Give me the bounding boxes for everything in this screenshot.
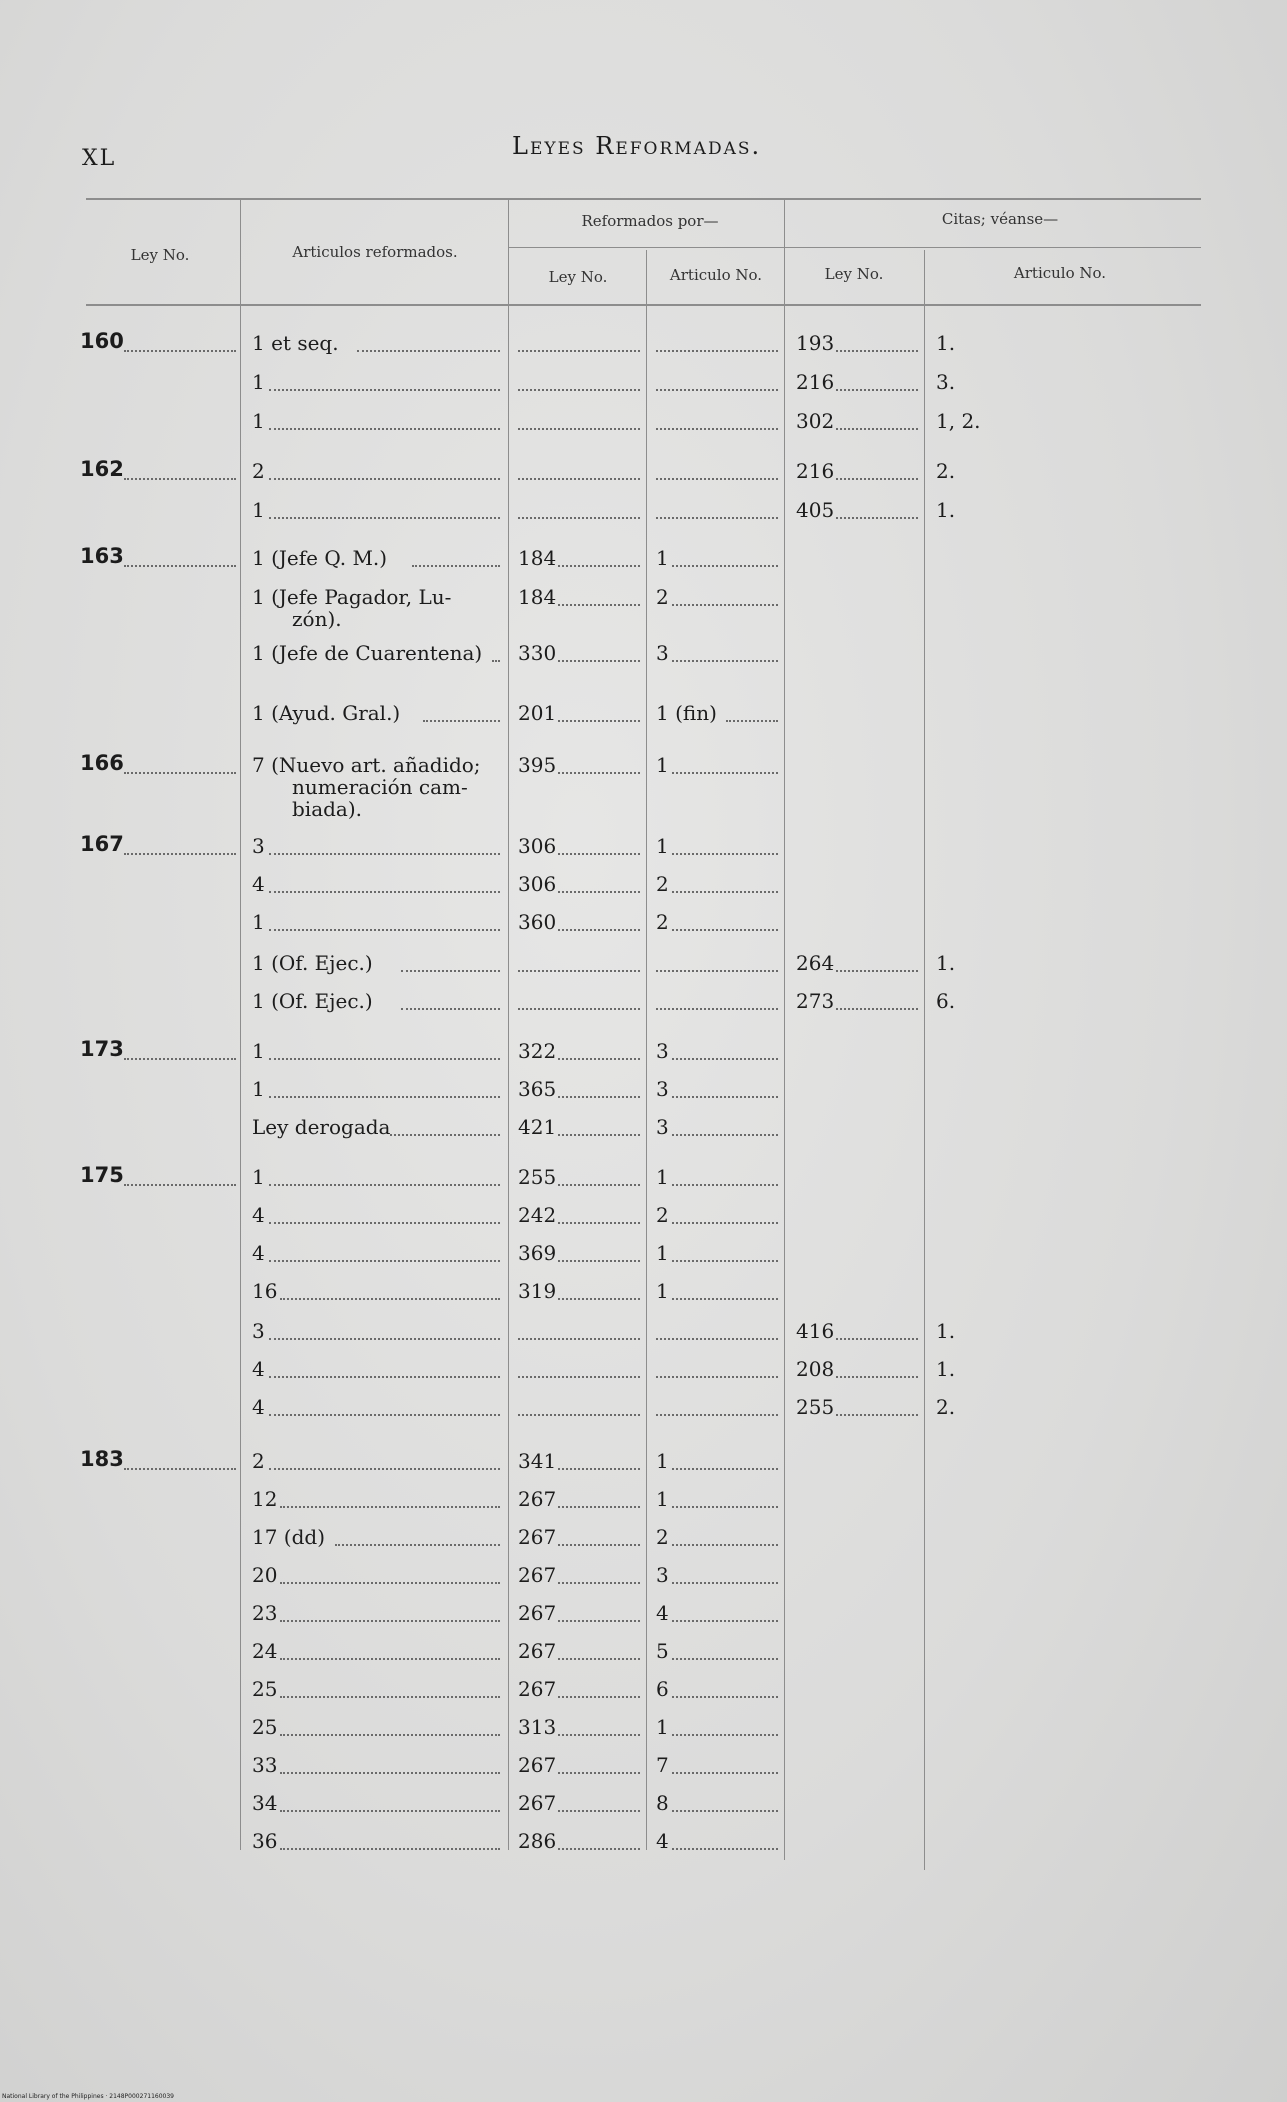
leader-dots [518,350,640,352]
articulo-reformado: 12 [252,1487,278,1511]
leader-dots [672,1184,778,1186]
leader-dots [412,565,500,567]
ref-ley-number: 267 [518,1525,557,1549]
leader-dots [269,1058,500,1060]
ref-articulo-number: 1 [656,1241,669,1265]
leader-dots [518,1414,640,1416]
ref-ley-number: 267 [518,1487,557,1511]
cita-ley-number: 416 [796,1319,835,1343]
ref-ley-number: 184 [518,585,557,609]
ref-articulo-number: 2 [656,1525,669,1549]
articulo-reformado: 4 [252,1203,265,1227]
ley-number: 183 [80,1447,124,1471]
leader-dots [518,389,640,391]
ley-number: 160 [80,329,124,353]
header-cit-articulo-no: Articulo No. [1013,264,1107,282]
leader-dots [269,891,500,893]
leader-dots [558,660,640,662]
articulo-reformado: 1 [252,409,265,433]
articulo-reformado: 1 (Of. Ejec.) [252,989,373,1013]
leader-dots [558,1134,640,1136]
leader-dots [836,350,918,352]
ref-articulo-number: 1 [656,546,669,570]
leader-dots [269,478,500,480]
header-ref-ley-no: Ley No. [548,268,608,286]
leader-dots [672,1468,778,1470]
articulo-reformado: 33 [252,1753,278,1777]
leader-dots [558,720,640,722]
ref-articulo-number: 2 [656,585,669,609]
leader-dots [518,1008,640,1010]
leader-dots [558,1582,640,1584]
header-reformados-por: Reformados por— [581,212,719,230]
ref-ley-number: 267 [518,1639,557,1663]
leader-dots [518,970,640,972]
leader-dots [672,1848,778,1850]
ref-articulo-number: 1 (fin) [656,701,717,725]
leader-dots [656,1376,778,1378]
ref-articulo-number: 5 [656,1639,669,1663]
col-rule-1 [240,200,241,1850]
ref-ley-number: 201 [518,701,557,725]
leader-dots [836,1376,918,1378]
leader-dots [558,1096,640,1098]
leader-dots [280,1506,500,1508]
leader-dots [836,1414,918,1416]
leader-dots [269,1468,500,1470]
articulo-reformado: 4 [252,1395,265,1419]
leader-dots [836,428,918,430]
cita-articulo-number: 1. [936,331,956,355]
articulo-reformado: 20 [252,1563,278,1587]
leader-dots [672,929,778,931]
articulo-reformado: 7 (Nuevo art. añadido; [252,753,481,777]
leader-dots [280,1772,500,1774]
ley-number: 173 [80,1037,124,1061]
ley-number: 163 [80,544,124,568]
leader-dots [558,1506,640,1508]
leader-dots [672,1506,778,1508]
leader-dots [656,1414,778,1416]
articulo-reformado: 36 [252,1829,278,1853]
cita-articulo-number: 2. [936,459,956,483]
leader-dots [280,1696,500,1698]
ref-ley-number: 330 [518,641,557,665]
articulo-reformado: Ley derogada [252,1115,391,1139]
articulo-reformado: 17 (dd) [252,1525,326,1549]
leader-dots [269,1184,500,1186]
ref-ley-number: 322 [518,1039,557,1063]
leader-dots [672,565,778,567]
articulo-reformado: numeración cam- [292,775,468,799]
cita-ley-number: 264 [796,951,835,975]
leader-dots [357,350,500,352]
ref-articulo-number: 7 [656,1753,669,1777]
ref-articulo-number: 3 [656,1039,669,1063]
ref-ley-number: 267 [518,1677,557,1701]
cita-articulo-number: 1, 2. [936,409,981,433]
footer-credit: National Library of the Philippines · 2148P000271160039 [2,2093,174,2100]
leader-dots [656,517,778,519]
ley-number: 166 [80,751,124,775]
leader-dots [124,1184,236,1186]
articulo-reformado: 3 [252,1319,265,1343]
cita-ley-number: 255 [796,1395,835,1419]
leader-dots [335,1544,500,1546]
leader-dots [836,1338,918,1340]
leader-dots [518,1376,640,1378]
header-ref-articulo-no: Articulo No. [669,266,763,284]
articulo-reformado: 2 [252,459,265,483]
articulo-reformado: 1 [252,1077,265,1101]
leader-dots [672,891,778,893]
articulo-reformado: 16 [252,1279,278,1303]
ref-ley-number: 395 [518,753,557,777]
leader-dots [280,1658,500,1660]
ley-number: 167 [80,832,124,856]
leader-dots [656,428,778,430]
leader-dots [672,1582,778,1584]
ref-ley-number: 421 [518,1115,557,1139]
leader-dots [269,428,500,430]
leader-dots [269,853,500,855]
leader-dots [558,1696,640,1698]
articulo-reformado: 1 (Of. Ejec.) [252,951,373,975]
leader-dots [672,1772,778,1774]
ref-ley-number: 286 [518,1829,557,1853]
ref-ley-number: 267 [518,1563,557,1587]
ley-number: 175 [80,1163,124,1187]
leader-dots [656,1008,778,1010]
articulo-reformado: 1 (Jefe Q. M.) [252,546,388,570]
ref-articulo-number: 1 [656,1715,669,1739]
leader-dots [269,1222,500,1224]
ref-articulo-number: 1 [656,753,669,777]
leader-dots [269,1096,500,1098]
leader-dots [558,1658,640,1660]
leader-dots [672,853,778,855]
ref-articulo-number: 1 [656,1487,669,1511]
articulo-reformado: 1 (Ayud. Gral.) [252,701,401,725]
leader-dots [558,853,640,855]
leader-dots [558,772,640,774]
leader-dots [672,1222,778,1224]
ref-ley-number: 341 [518,1449,557,1473]
leader-dots [672,1058,778,1060]
col-rule-5 [924,250,925,1870]
cita-articulo-number: 1. [936,1319,956,1343]
leader-dots [401,970,500,972]
ref-ley-number: 267 [518,1791,557,1815]
ref-articulo-number: 8 [656,1791,669,1815]
ref-articulo-number: 3 [656,641,669,665]
cita-ley-number: 208 [796,1357,835,1381]
leader-dots [518,1338,640,1340]
header-bottom-rule [86,304,1201,306]
leader-dots [124,853,236,855]
leader-dots [726,720,778,722]
leader-dots [558,1298,640,1300]
leader-dots [124,1058,236,1060]
leader-dots [124,565,236,567]
leader-dots [836,478,918,480]
ref-ley-number: 267 [518,1601,557,1625]
ref-ley-number: 319 [518,1279,557,1303]
articulo-reformado: 1 [252,910,265,934]
leader-dots [558,604,640,606]
group-header-rule [508,247,1201,248]
ref-ley-number: 313 [518,1715,557,1739]
cita-articulo-number: 1. [936,951,956,975]
header-ley-no: Ley No. [130,246,190,264]
articulo-reformado: 4 [252,1357,265,1381]
leader-dots [269,517,500,519]
articulo-reformado: zón). [292,607,342,631]
leader-dots [269,1414,500,1416]
leader-dots [558,1734,640,1736]
ref-articulo-number: 3 [656,1077,669,1101]
cita-ley-number: 193 [796,331,835,355]
leader-dots [269,929,500,931]
leader-dots [390,1134,500,1136]
leader-dots [558,1468,640,1470]
leader-dots [558,1772,640,1774]
leader-dots [656,389,778,391]
leader-dots [558,1058,640,1060]
ref-articulo-number: 3 [656,1115,669,1139]
leader-dots [518,478,640,480]
page-number: XL [82,146,117,171]
cita-articulo-number: 6. [936,989,956,1013]
cita-ley-number: 216 [796,459,835,483]
articulo-reformado: 4 [252,1241,265,1265]
leader-dots [672,1298,778,1300]
ref-articulo-number: 4 [656,1829,669,1853]
leader-dots [672,1544,778,1546]
leader-dots [280,1582,500,1584]
leader-dots [656,970,778,972]
articulo-reformado: biada). [292,797,363,821]
ref-articulo-number: 1 [656,1279,669,1303]
leader-dots [672,1734,778,1736]
leader-dots [672,1260,778,1262]
leader-dots [401,1008,500,1010]
articulo-reformado: 25 [252,1677,278,1701]
ref-articulo-number: 2 [656,1203,669,1227]
header-articulos: Articulos reformados. [292,243,458,261]
ley-number: 162 [80,457,124,481]
leader-dots [124,478,236,480]
leader-dots [558,1620,640,1622]
leader-dots [672,772,778,774]
table-top-rule [86,198,1201,200]
articulo-reformado: 1 et seq. [252,331,339,355]
leader-dots [656,1338,778,1340]
articulo-reformado: 1 [252,1165,265,1189]
ref-ley-number: 365 [518,1077,557,1101]
header-cit-ley-no: Ley No. [824,265,884,283]
ref-ley-number: 360 [518,910,557,934]
leader-dots [672,1620,778,1622]
leader-dots [269,389,500,391]
cita-articulo-number: 2. [936,1395,956,1419]
leader-dots [836,517,918,519]
ref-articulo-number: 1 [656,834,669,858]
leader-dots [558,1184,640,1186]
articulo-reformado: 34 [252,1791,278,1815]
ref-ley-number: 242 [518,1203,557,1227]
articulo-reformado: 1 (Jefe Pagador, Lu- [252,585,452,609]
leader-dots [558,1544,640,1546]
ref-articulo-number: 2 [656,872,669,896]
leader-dots [656,478,778,480]
leader-dots [672,1696,778,1698]
leader-dots [269,1260,500,1262]
articulo-reformado: 1 (Jefe de Cuarentena) [252,641,483,665]
articulo-reformado: 1 [252,498,265,522]
col-rule-3 [646,250,647,1850]
leader-dots [672,604,778,606]
leader-dots [124,772,236,774]
leader-dots [558,1810,640,1812]
articulo-reformado: 4 [252,872,265,896]
ref-articulo-number: 1 [656,1165,669,1189]
ref-ley-number: 306 [518,834,557,858]
col-rule-2 [508,200,509,1850]
ref-ley-number: 184 [518,546,557,570]
leader-dots [492,660,500,662]
articulo-reformado: 25 [252,1715,278,1739]
leader-dots [423,720,500,722]
articulo-reformado: 1 [252,370,265,394]
ref-articulo-number: 2 [656,910,669,934]
header-citas: Citas; véanse— [941,210,1059,228]
col-rule-4 [784,200,785,1860]
leader-dots [836,389,918,391]
ref-articulo-number: 3 [656,1563,669,1587]
leader-dots [836,970,918,972]
leader-dots [558,1222,640,1224]
cita-ley-number: 302 [796,409,835,433]
leader-dots [558,565,640,567]
ref-articulo-number: 6 [656,1677,669,1701]
leader-dots [672,1658,778,1660]
leader-dots [280,1298,500,1300]
leader-dots [124,1468,236,1470]
cita-articulo-number: 1. [936,1357,956,1381]
leader-dots [269,1376,500,1378]
leader-dots [280,1620,500,1622]
cita-ley-number: 273 [796,989,835,1013]
ref-articulo-number: 4 [656,1601,669,1625]
leader-dots [672,1096,778,1098]
leader-dots [672,1810,778,1812]
leader-dots [280,1848,500,1850]
leader-dots [672,660,778,662]
leader-dots [518,428,640,430]
leader-dots [558,1260,640,1262]
leader-dots [558,1848,640,1850]
articulo-reformado: 24 [252,1639,278,1663]
cita-ley-number: 216 [796,370,835,394]
leader-dots [518,517,640,519]
cita-ley-number: 405 [796,498,835,522]
cita-articulo-number: 1. [936,498,956,522]
cita-articulo-number: 3. [936,370,956,394]
leader-dots [280,1734,500,1736]
ref-ley-number: 267 [518,1753,557,1777]
articulo-reformado: 3 [252,834,265,858]
ref-articulo-number: 1 [656,1449,669,1473]
leader-dots [836,1008,918,1010]
articulo-reformado: 2 [252,1449,265,1473]
articulo-reformado: 1 [252,1039,265,1063]
leader-dots [656,350,778,352]
articulo-reformado: 23 [252,1601,278,1625]
ref-ley-number: 306 [518,872,557,896]
ref-ley-number: 369 [518,1241,557,1265]
leader-dots [124,350,236,352]
leader-dots [280,1810,500,1812]
leader-dots [672,1134,778,1136]
ref-ley-number: 255 [518,1165,557,1189]
leader-dots [269,1338,500,1340]
leader-dots [558,929,640,931]
leader-dots [558,891,640,893]
page-title: Leyes Reformadas. [512,132,762,160]
